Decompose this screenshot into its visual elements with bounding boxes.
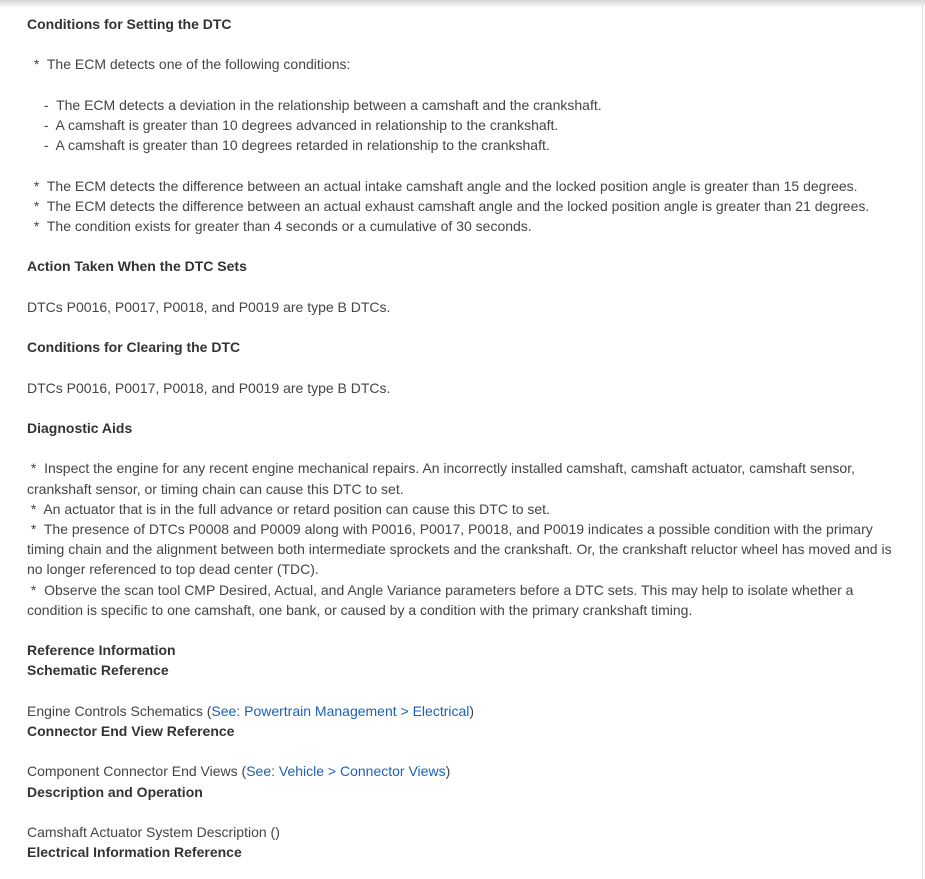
setting-bullet: * The condition exists for greater than 4 seconds or a cumulative of 30 seconds. bbox=[30, 217, 532, 234]
setting-intro: * The ECM detects one of the following conditions: bbox=[30, 56, 351, 73]
aids-bullet: * Inspect the engine for any recent engine mechanical repairs. An incorrectly installed camshaft, camshaft actuator, camshaft sensor, crankshaft sensor, or timing chain can cause this DTC to set. bbox=[27, 460, 859, 497]
connector-line bbox=[27, 761, 907, 781]
heading-action: Action Taken When the DTC Sets bbox=[27, 258, 247, 275]
action-text: DTCs P0016, P0017, P0018, and P0019 are type B DTCs. bbox=[27, 298, 391, 315]
close-paren: ) bbox=[469, 702, 475, 719]
heading-description: Description and Operation bbox=[27, 783, 203, 800]
heading-clearing: Conditions for Clearing the DTC bbox=[27, 339, 241, 356]
connector-link[interactable]: See: Vehicle > Connector Views bbox=[246, 763, 446, 780]
top-shadow bbox=[0, 0, 925, 8]
setting-bullet: * The ECM detects the difference between an actual intake camshaft angle and the locked position angle is greater than 15 degrees. bbox=[30, 177, 858, 194]
setting-sub-item: - The ECM detects a deviation in the relationship between a camshaft and the crankshaft. bbox=[40, 96, 602, 113]
aids-bullet: * The presence of DTCs P0008 and P0009 along with P0016, P0017, P0018, and P0019 indicates a possible condition with the primary timing chain and the alignment between both intermediate sprockets and the crankshaft. Or, the crankshaft reluctor wheel has moved and is no longer referenced to top dead center (TDC). bbox=[27, 520, 896, 578]
schematic-line bbox=[27, 701, 907, 721]
schematic-link[interactable]: See: Powertrain Management > Electrical bbox=[211, 702, 470, 719]
setting-bullet: * The ECM detects the difference between an actual exhaust camshaft angle and the locked position angle is greater than 21 degrees. bbox=[30, 197, 870, 214]
heading-reference: Reference Information bbox=[27, 642, 176, 659]
connector-text: Component Connector End Views ( bbox=[27, 763, 247, 780]
right-border bbox=[922, 0, 923, 879]
aids-bullet: * Observe the scan tool CMP Desired, Actual, and Angle Variance parameters before a DTC sets. This may help to isolate whether a condition is specific to one camshaft, one bank, or caused by a condition with the primary crankshaft timing. bbox=[27, 581, 858, 618]
setting-sub-item: - A camshaft is greater than 10 degrees advanced in relationship to the crankshaft. bbox=[40, 116, 559, 133]
aids-bullet: * An actuator that is in the full advance or retard position can cause this DTC to set. bbox=[27, 500, 550, 517]
schematic-text: Engine Controls Schematics ( bbox=[27, 702, 212, 719]
heading-electrical: Electrical Information Reference bbox=[27, 844, 242, 861]
heading-schematic: Schematic Reference bbox=[27, 662, 169, 679]
close-paren: ) bbox=[445, 763, 451, 780]
document-content bbox=[27, 14, 907, 862]
heading-diagnostic-aids: Diagnostic Aids bbox=[27, 419, 133, 436]
clearing-text: DTCs P0016, P0017, P0018, and P0019 are type B DTCs. bbox=[27, 379, 391, 396]
heading-connector: Connector End View Reference bbox=[27, 722, 235, 739]
heading-setting: Conditions for Setting the DTC bbox=[27, 16, 232, 32]
setting-sub-item: - A camshaft is greater than 10 degrees retarded in relationship to the crankshaft. bbox=[40, 137, 550, 154]
description-text: Camshaft Actuator System Description () bbox=[27, 823, 280, 840]
